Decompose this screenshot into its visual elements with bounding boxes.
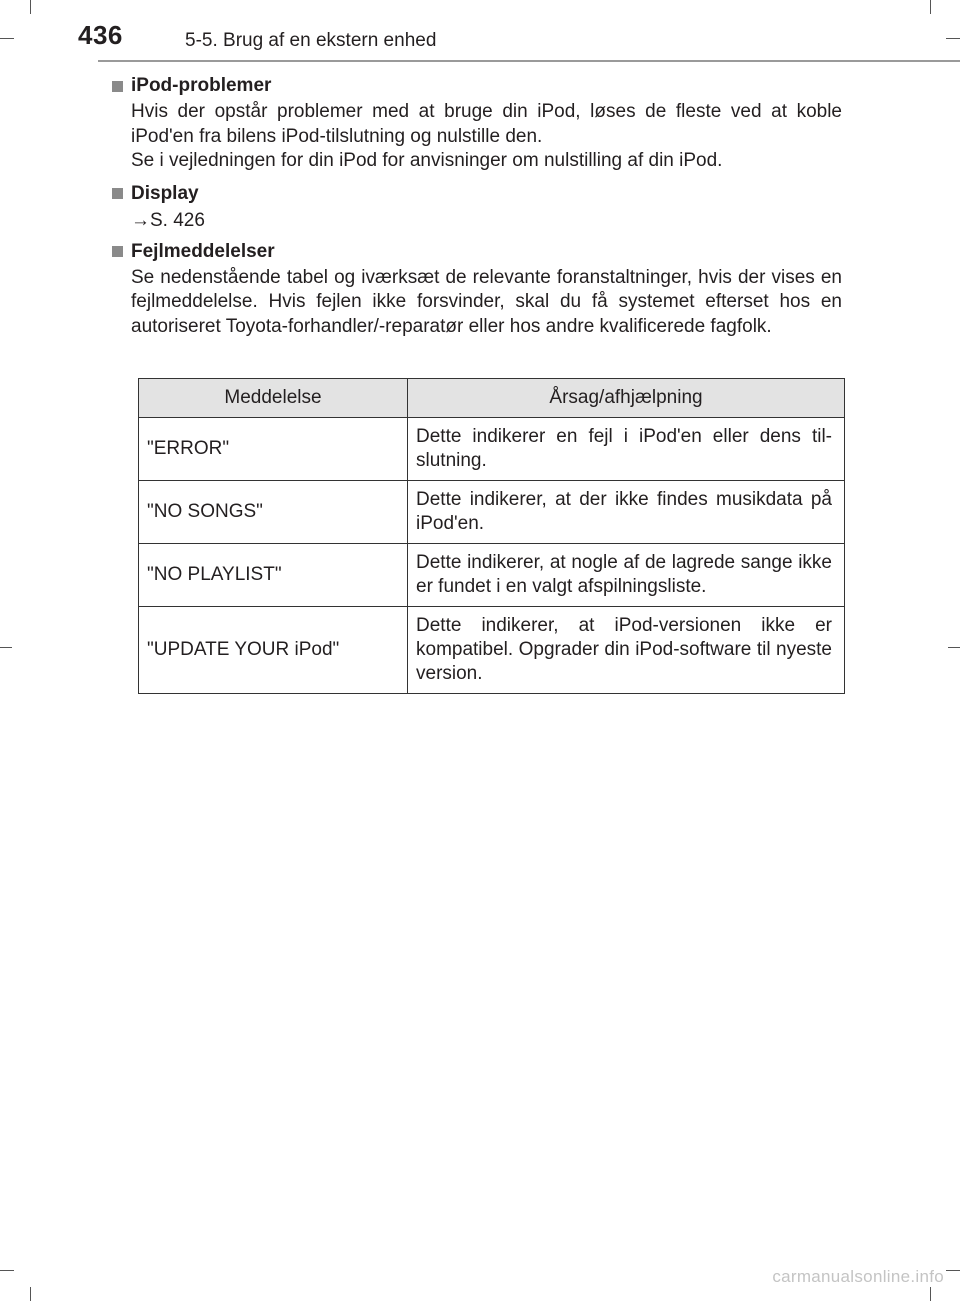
crop-mark xyxy=(946,1270,960,1271)
crop-mark xyxy=(0,38,14,39)
heading-text: iPod-problemer xyxy=(131,75,272,96)
watermark: carmanualsonline.info xyxy=(772,1267,944,1286)
main-content xyxy=(112,72,842,339)
crop-mark xyxy=(30,1287,31,1301)
crop-mark xyxy=(948,647,960,648)
square-bullet-icon xyxy=(112,81,123,92)
heading-text: Fejlmeddelelser xyxy=(131,240,275,262)
crop-mark xyxy=(930,1287,931,1301)
page-reference-link[interactable]: →S. 426 xyxy=(131,209,205,231)
heading-text: Display xyxy=(131,182,199,204)
message-cell: "ERROR" xyxy=(139,418,408,481)
section-heading xyxy=(112,180,842,208)
crop-mark xyxy=(0,647,12,648)
square-bullet-icon xyxy=(112,246,123,257)
square-bullet-icon xyxy=(112,188,123,199)
table-row xyxy=(139,418,845,481)
crop-mark xyxy=(946,38,960,39)
table-row xyxy=(139,607,845,694)
crop-mark xyxy=(30,0,31,14)
message-cell: "UPDATE YOUR iPod" xyxy=(139,607,408,694)
cause-cell: Dette indikerer en fejl i iPod'en eller dens til-slutning. xyxy=(408,418,845,481)
cause-cell: Dette indikerer, at der ikke findes musikdata på iPod'en. xyxy=(408,481,845,544)
page-number: 436 xyxy=(78,20,123,50)
body-paragraph: Se i vejledningen for din iPod for anvisninger om nulstilling af din iPod. xyxy=(131,150,723,171)
table-header-row xyxy=(139,379,845,418)
column-header-message: Meddelelse xyxy=(139,379,408,418)
message-cell: "NO SONGS" xyxy=(139,481,408,544)
crop-mark xyxy=(0,1270,14,1271)
cause-cell: Dette indikerer, at iPod-versionen ikke er kompatibel. Opgrader din iPod-software til nyeste version. xyxy=(408,607,845,694)
section-heading xyxy=(112,72,842,100)
crop-mark xyxy=(930,0,931,14)
body-paragraph: Hvis der opstår problemer med at bruge din iPod, løses de fleste ved at koble iPod'en fra bilens iPod-tilslutning og nulstille den. xyxy=(131,101,842,147)
body-paragraph: Se nedenstående tabel og iværksæt de relevante foranstaltninger, hvis der vises en fejlmeddelelse. Hvis fejlen ikke forsvinder, skal du få systemet efterset hos en autoriseret Toyota-forhandler/-reparatør eller hos andre kvalificerede fagfolk. xyxy=(131,266,842,337)
message-cell: "NO PLAYLIST" xyxy=(139,544,408,607)
section-display xyxy=(112,180,842,238)
header-rule xyxy=(98,60,960,62)
table-row xyxy=(139,481,845,544)
cause-cell: Dette indikerer, at nogle af de lagrede sange ikke er fundet i en valgt afspilningsliste. xyxy=(408,544,845,607)
section-ipod-problems xyxy=(112,72,842,180)
section-heading xyxy=(112,238,842,266)
section-error-messages xyxy=(112,238,842,340)
table-row xyxy=(139,544,845,607)
error-message-table xyxy=(138,378,845,694)
chapter-title: 5-5. Brug af en ekstern enhed xyxy=(185,30,437,51)
column-header-cause: Årsag/afhjælpning xyxy=(408,379,845,418)
